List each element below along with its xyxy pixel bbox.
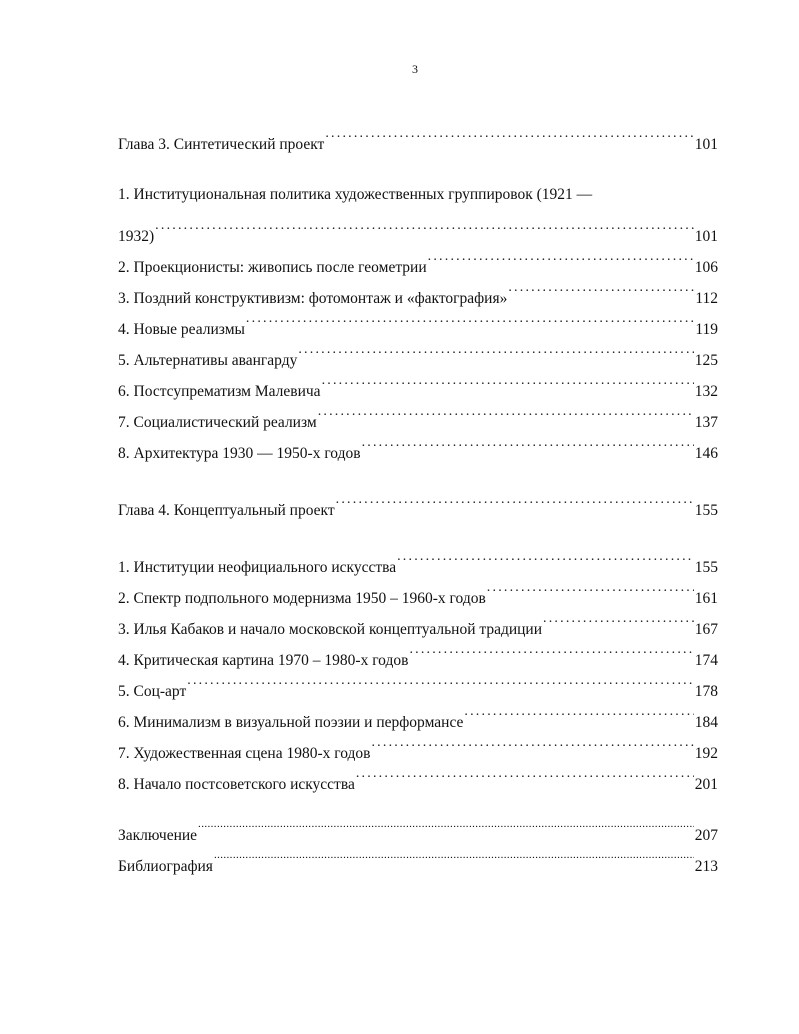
dot-leader [487,572,694,603]
dot-leader [371,727,693,758]
toc-chapter-3-page: 101 [694,136,718,153]
toc-item-page: 201 [694,776,718,793]
toc-item-page: 155 [694,559,718,576]
toc-ch4-item-6 [118,696,718,731]
dot-leader [464,696,693,727]
dot-leader [155,210,694,241]
toc-item-page: 146 [694,445,718,462]
toc-item-label: 5. Альтернативы авангарду [118,352,298,369]
toc-bibliography-page: 213 [694,858,718,875]
dot-leader [298,334,693,365]
toc-item-label: 7. Социалистический реализм [118,414,317,431]
toc-item-page: 167 [694,621,718,638]
toc-item-page: 112 [695,290,718,307]
toc-ch4-item-1 [118,541,718,576]
toc-item-page: 137 [694,414,718,431]
toc-item-label: 2. Проекционисты: живопись после геометрии [118,259,427,276]
toc-item-page: 119 [695,321,718,338]
toc-item-page: 132 [694,383,718,400]
toc-ch3-item-2 [118,241,718,276]
toc-item-label: 4. Новые реализмы [118,321,245,338]
dot-leader [336,484,694,515]
toc-item-label: 6. Минимализм в визуальной поэзии и перформансе [118,714,464,731]
toc-conclusion-page: 207 [694,827,718,844]
toc-bibliography [118,840,718,875]
toc-conclusion [118,809,718,844]
dot-leader [322,365,694,396]
toc-item-page: 161 [694,590,718,607]
toc-item-label: 5. Соц-арт [118,683,187,700]
toc-item-label: 8. Начало постсоветского искусства [118,776,355,793]
toc-item-label: 8. Архитектура 1930 — 1950-х годов [118,445,361,462]
toc-ch3-item-1-line2: 1932) [118,228,155,245]
table-of-contents [118,118,718,875]
dot-leader [246,303,694,334]
page-number: 3 [412,62,418,76]
toc-item-page: 184 [694,714,718,731]
toc-item-label: 3. Илья Кабаков и начало московской концептуальной традиции [118,621,543,638]
dot-leader [318,396,694,427]
toc-item-label: 3. Поздний конструктивизм: фотомонтаж и «фактография» [118,290,508,307]
dot-leader [356,758,694,789]
toc-chapter-4 [118,484,718,519]
toc-item-page: 125 [694,352,718,369]
toc-item-label: 2. Спектр подпольного модернизма 1950 – 1960-х годов [118,590,486,607]
toc-item-label: 4. Критическая картина 1970 – 1980-х годов [118,652,409,669]
dot-leader [325,118,693,149]
toc-chapter-3-label: Глава 3. Синтетический проект [118,136,325,153]
dot-leader [543,603,694,634]
toc-conclusion-label: Заключение [118,827,198,844]
dot-leader [362,427,694,458]
toc-ch3-item-1 [118,210,718,245]
dot-leader [409,634,693,665]
toc-item-page: 106 [694,259,718,276]
dot-leader [187,665,694,696]
toc-chapter-4-label: Глава 4. Концептуальный проект [118,502,335,519]
toc-item-page: 174 [694,652,718,669]
toc-chapter-4-page: 155 [694,502,718,519]
toc-ch4-item-5 [118,665,718,700]
toc-ch3-item-1-page: 101 [694,228,718,245]
dot-leader [198,809,694,840]
toc-item-page: 178 [694,683,718,700]
toc-bibliography-label: Библиография [118,858,213,875]
toc-item-label: 7. Художественная сцена 1980-х годов [118,745,371,762]
toc-item-label: 1. Институции неофициального искусства [118,559,397,576]
dot-leader [397,541,694,572]
toc-item-label: 6. Постсупрематизм Малевича [118,383,321,400]
toc-ch3-item-1-line1: 1. Институциональная политика художественных группировок (1921 — [118,186,593,203]
dot-leader [428,241,694,272]
toc-item-page: 192 [694,745,718,762]
dot-leader [214,840,694,871]
toc-chapter-3 [118,118,718,153]
dot-leader [508,272,694,303]
